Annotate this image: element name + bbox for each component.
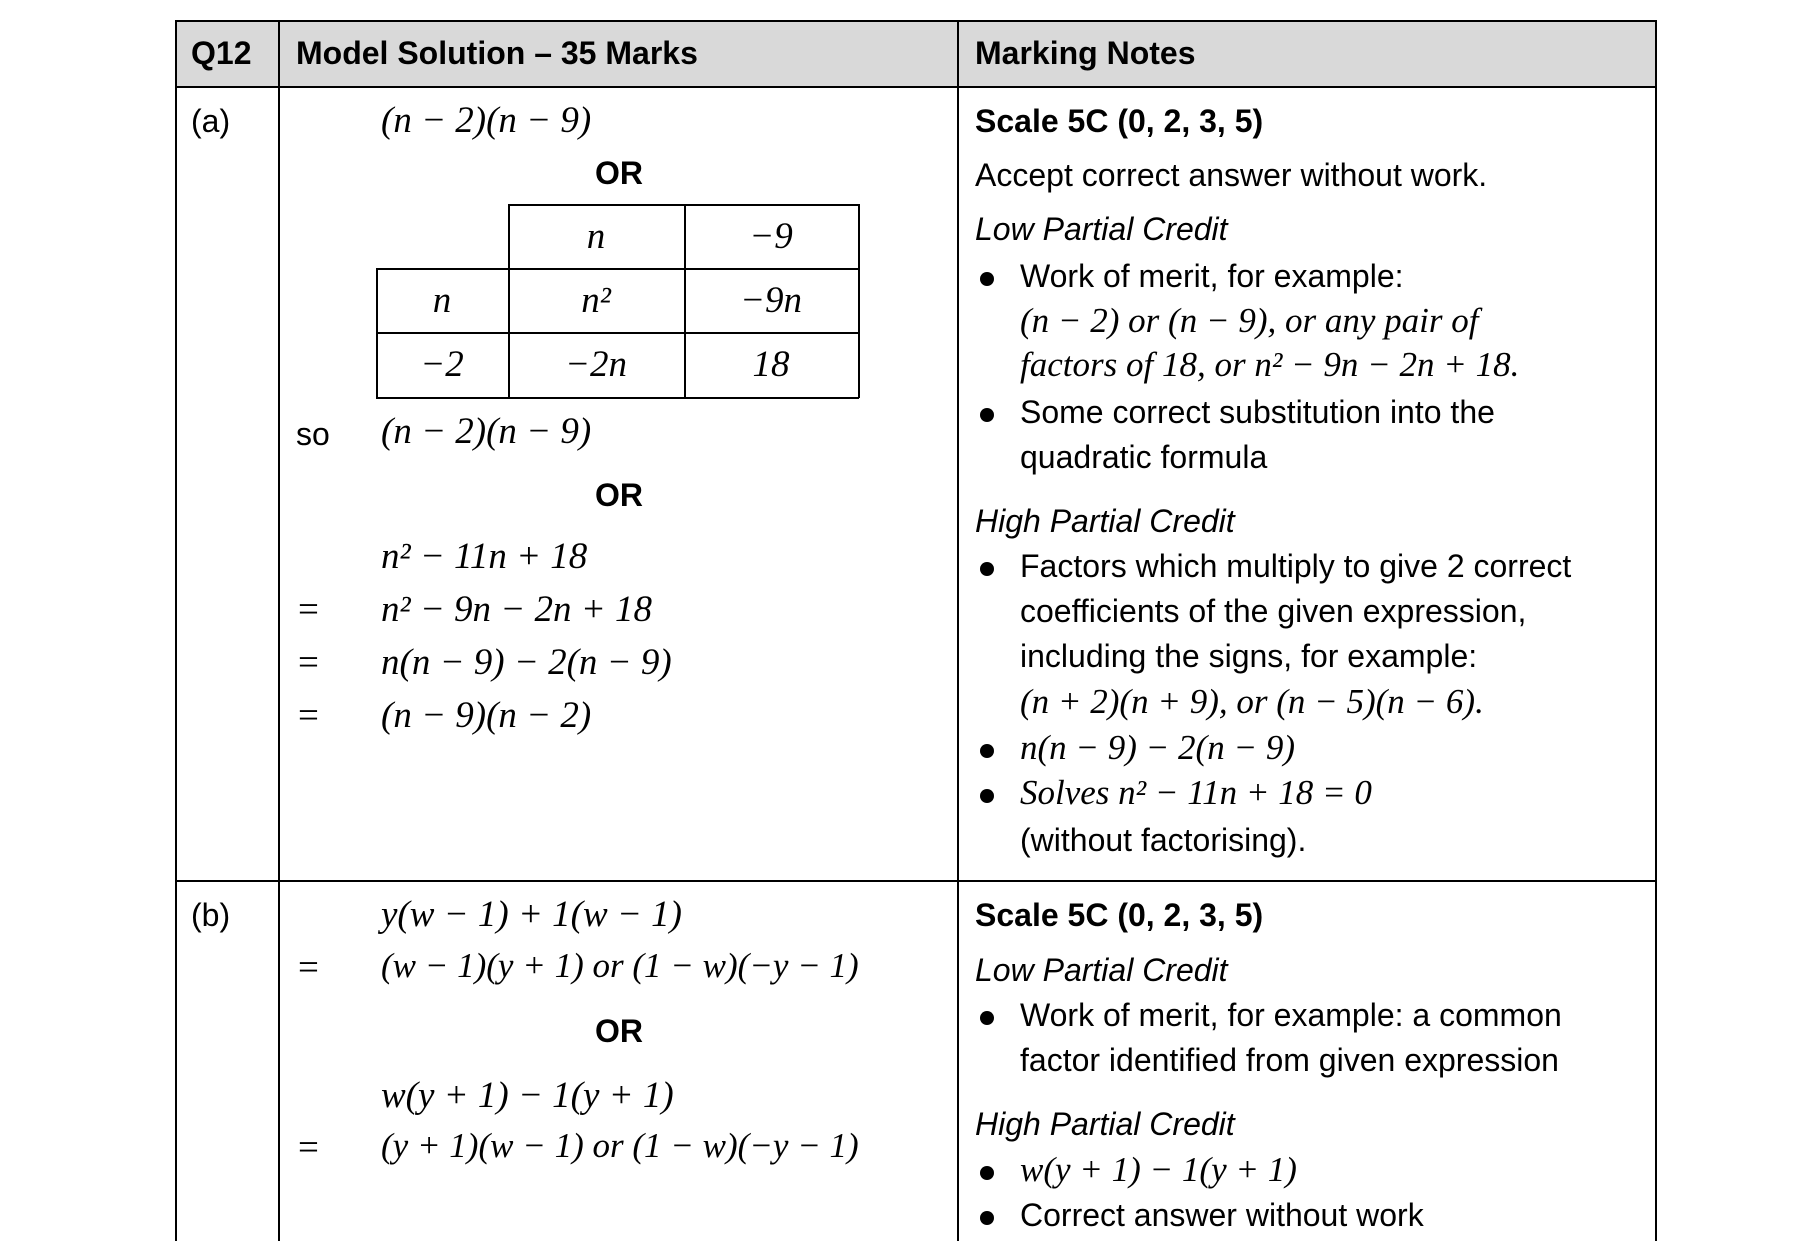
part-b-eq-2: = — [298, 947, 319, 988]
part-a-high-b3-l1: Solves n² − 11n + 18 = 0 — [1020, 773, 1372, 812]
part-a-so-label: so — [296, 416, 330, 452]
expansion-line-2: n² − 9n − 2n + 18 — [381, 589, 652, 630]
bullet-icon — [980, 562, 994, 576]
part-a-low-b1-l2: (n − 2) or (n − 9), or any pair of — [1020, 301, 1479, 340]
part-a-low-b1-l1: Work of merit, for example: — [1020, 258, 1404, 294]
grid-cell-2-1: −2n — [565, 344, 627, 385]
bullet-icon — [980, 272, 994, 286]
grid-cell-1-2: −9n — [740, 279, 802, 321]
part-b-low-b1-l2: factor identified from given expression — [1020, 1042, 1559, 1078]
part-b-low-title: Low Partial Credit — [975, 952, 1228, 988]
part-a-high-b3-l2: (without factorising). — [1020, 822, 1307, 858]
bullet-icon — [980, 408, 994, 422]
part-a-low-title: Low Partial Credit — [975, 211, 1228, 247]
grid-col-header-1: n — [586, 215, 606, 257]
part-b-scale: Scale 5C (0, 2, 3, 5) — [975, 897, 1264, 933]
bullet-icon — [980, 789, 994, 803]
part-b-line1: y(w − 1) + 1(w − 1) — [381, 894, 682, 935]
part-b-line2: (w − 1)(y + 1) or (1 − w)(−y − 1) — [381, 946, 859, 985]
grid-row-header-2: −2 — [420, 344, 464, 385]
part-b-high-b1: w(y + 1) − 1(y + 1) — [1020, 1150, 1297, 1189]
part-a-label: (a) — [191, 103, 231, 139]
bullet-icon — [980, 1211, 994, 1225]
header-question: Q12 — [191, 35, 252, 71]
part-b-high-title: High Partial Credit — [975, 1106, 1235, 1142]
part-a-low-b2-l1: Some correct substitution into the — [1020, 394, 1495, 430]
part-a-or2: OR — [595, 477, 643, 513]
part-a-high-b1-l1: Factors which multiply to give 2 correct — [1020, 548, 1572, 584]
part-a-low-b2-l2: quadratic formula — [1020, 439, 1268, 475]
part-a-so-line: (n − 2)(n − 9) — [381, 411, 592, 452]
part-a-high-b1-l2: coefficients of the given expression, — [1020, 593, 1527, 629]
bullet-icon — [980, 744, 994, 758]
grid-cell-1-1: n² — [581, 279, 611, 321]
part-a-high-b1-l4: (n + 2)(n + 9), or (n − 5)(n − 6). — [1020, 682, 1484, 721]
header-solution: Model Solution – 35 Marks — [296, 35, 698, 71]
grid-row-header-1: n — [432, 279, 452, 321]
part-a-accept: Accept correct answer without work. — [975, 157, 1488, 193]
part-a-scale: Scale 5C (0, 2, 3, 5) — [975, 103, 1264, 139]
part-a-high-b1-l3: including the signs, for example: — [1020, 638, 1478, 674]
expansion-line-3: n(n − 9) − 2(n − 9) — [381, 642, 672, 683]
bullet-icon — [980, 1166, 994, 1180]
part-a-low-b1-l3: factors of 18, or n² − 9n − 2n + 18. — [1020, 345, 1520, 384]
part-a-or1: OR — [595, 155, 643, 191]
bullet-icon — [980, 1011, 994, 1025]
part-b-low-b1-l1: Work of merit, for example: a common — [1020, 997, 1562, 1033]
expansion-eq-3: = — [298, 642, 319, 683]
grid-col-header-2: −9 — [749, 215, 793, 257]
part-b-high-b2: Correct answer without work — [1020, 1197, 1424, 1233]
expansion-line-1: n² − 11n + 18 — [381, 536, 588, 577]
part-b-label: (b) — [191, 897, 231, 933]
part-a-high-b2: n(n − 9) − 2(n − 9) — [1020, 728, 1295, 767]
header-notes: Marking Notes — [975, 35, 1196, 71]
part-b-line4: (y + 1)(w − 1) or (1 − w)(−y − 1) — [381, 1126, 859, 1165]
part-b-or1: OR — [595, 1013, 643, 1049]
part-b-line3: w(y + 1) − 1(y + 1) — [381, 1075, 674, 1116]
part-a-high-title: High Partial Credit — [975, 503, 1235, 539]
part-a-line1: (n − 2)(n − 9) — [381, 100, 592, 141]
expansion-eq-2: = — [298, 589, 319, 630]
part-b-eq-4: = — [298, 1127, 319, 1168]
grid-cell-2-2: 18 — [752, 344, 790, 385]
expansion-eq-4: = — [298, 695, 319, 736]
expansion-line-4: (n − 9)(n − 2) — [381, 695, 592, 736]
